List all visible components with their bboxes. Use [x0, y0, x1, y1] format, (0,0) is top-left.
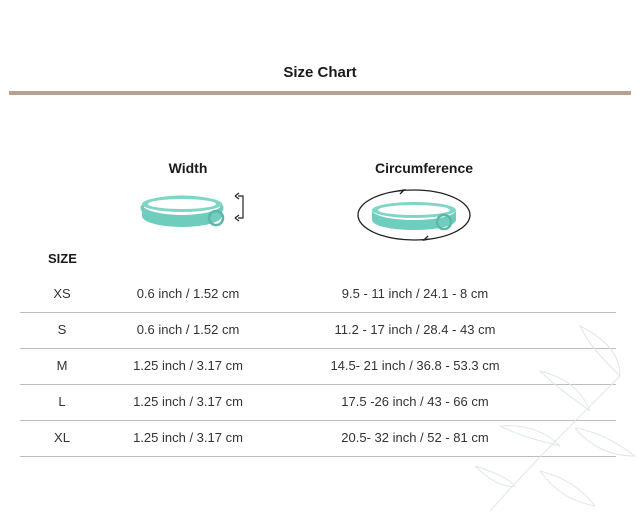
title-divider — [9, 91, 631, 95]
width-cell: 1.25 inch / 3.17 cm — [133, 358, 243, 373]
size-cell: L — [58, 394, 66, 409]
circumference-cell: 17.5 -26 inch / 43 - 66 cm — [341, 394, 489, 409]
page-title: Size Chart — [283, 64, 357, 81]
width-cell: 0.6 inch / 1.52 cm — [136, 322, 240, 337]
size-cell: XL — [54, 430, 70, 445]
width-cell: 0.6 inch / 1.52 cm — [136, 286, 240, 301]
table-row — [20, 276, 616, 313]
size-cell: XS — [53, 286, 71, 301]
circumference-cell: 11.2 - 17 inch / 28.4 - 43 cm — [334, 322, 496, 337]
circumference-cell: 14.5- 21 inch / 36.8 - 53.3 cm — [330, 358, 500, 373]
width-cell: 1.25 inch / 3.17 cm — [133, 430, 243, 445]
size-column-header: SIZE — [48, 251, 77, 266]
size-cell: M — [56, 358, 68, 373]
collar-width-icon — [138, 186, 248, 232]
circumference-cell: 20.5- 32 inch / 52 - 81 cm — [341, 430, 489, 445]
size-cell: S — [57, 322, 67, 337]
leaf-watermark-icon — [470, 316, 640, 516]
width-column-header: Width — [168, 160, 208, 176]
circumference-cell: 9.5 - 11 inch / 24.1 - 8 cm — [341, 286, 489, 301]
width-cell: 1.25 inch / 3.17 cm — [133, 394, 243, 409]
collar-circumference-icon — [354, 184, 474, 246]
circumference-column-header: Circumference — [374, 160, 474, 176]
